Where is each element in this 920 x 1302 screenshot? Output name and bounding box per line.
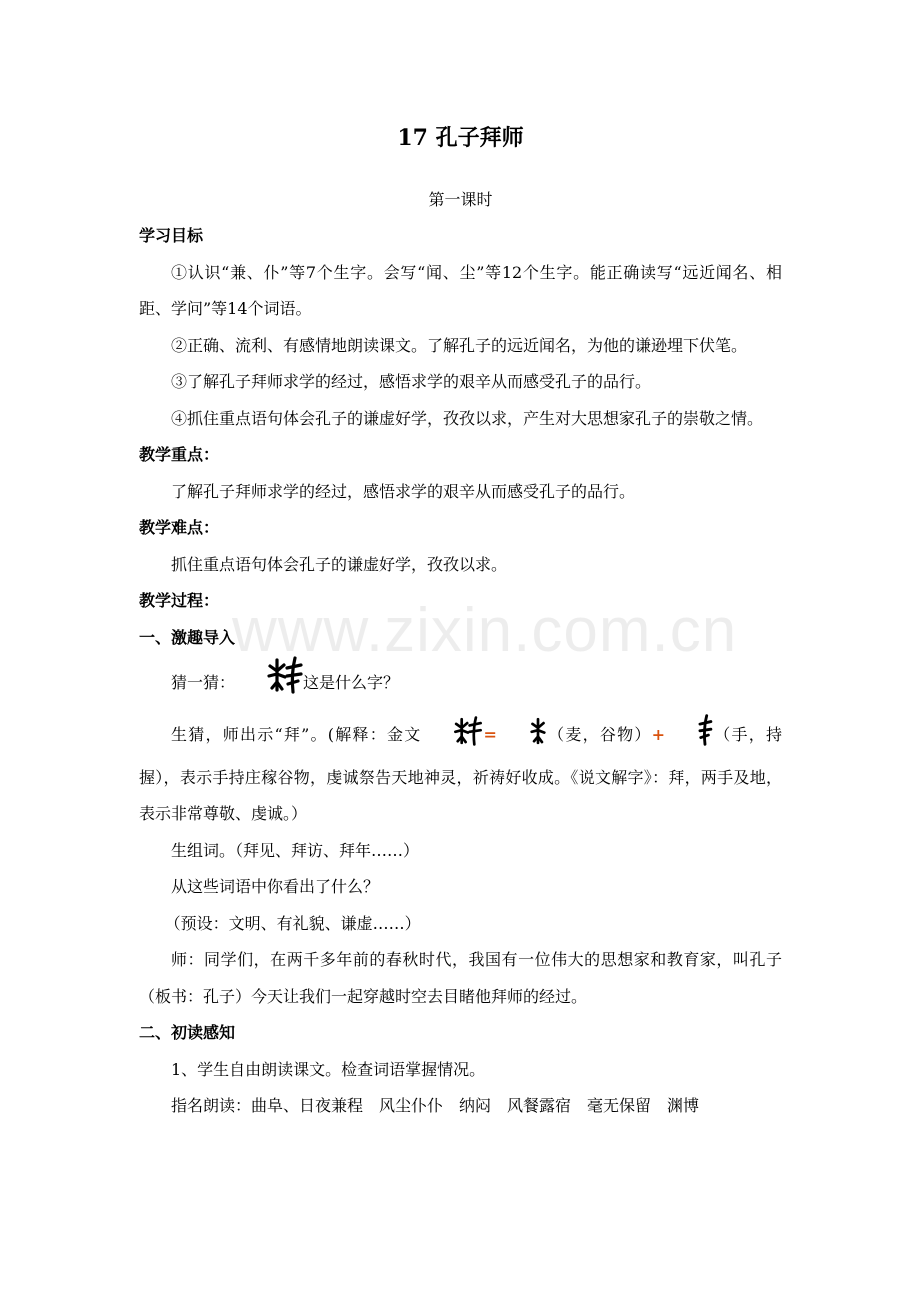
- explain-paragraph: [139, 714, 782, 833]
- part1-heading: 一、激趣导入: [139, 627, 236, 647]
- explain-text: （麦，谷物）: [546, 725, 652, 744]
- equals-sign: =: [483, 725, 497, 744]
- part2-heading: 二、初读感知: [139, 1023, 236, 1042]
- process-heading: 教学过程：: [139, 591, 220, 610]
- ancient-hand-glyph-icon: [665, 714, 713, 760]
- key-heading: 教学重点：: [139, 445, 220, 464]
- preset-line: （预设：文明、有礼貌、谦虚……）: [164, 913, 421, 933]
- goal-item: ②正确、流利、有感情地朗读课文。了解孔子的远近闻名，为他的谦逊埋下伏笔。: [171, 335, 748, 355]
- ancient-bai-glyph-icon: [421, 716, 483, 760]
- plus-sign: +: [651, 725, 665, 744]
- key-text: 了解孔子拜师求学的经过，感悟求学的艰辛从而感受孔子的品行。: [171, 481, 636, 501]
- read-line: 1、学生自由朗读课文。检查词语掌握情况。: [171, 1059, 486, 1079]
- words-line: 生组词。（拜见、拜访、拜年……）: [171, 840, 420, 860]
- difficult-heading: 教学难点：: [139, 518, 220, 537]
- document-page: [139, 118, 782, 1125]
- question-line: 从这些词语中你看出了什么？: [171, 877, 380, 896]
- explain-text: 生猜，师出示“拜”。(解释：金文: [171, 725, 422, 744]
- goals-heading: 学习目标: [139, 226, 204, 245]
- read-line: 指名朗读：曲阜、日夜兼程 风尘仆仆 纳闷 风餐露宿 毫无保留 渊博: [171, 1096, 700, 1115]
- lesson-subtitle: 第一课时: [428, 190, 493, 209]
- guess-prefix: 猜一猜：: [171, 673, 236, 692]
- watermark: www.zixin.com.cn: [232, 596, 738, 665]
- guess-line: [139, 656, 782, 714]
- goal-item: ④抓住重点语句体会孔子的谦虚好学，孜孜以求，产生对大思想家孔子的崇敬之情。: [171, 408, 764, 428]
- goal-item: ①认识“兼、仆”等7个生字。会写“闻、尘”等12个生字。能正确读写“远近闻名、相距、学问”等14个词语。: [139, 262, 782, 318]
- page-title: 17 孔子拜师: [397, 125, 524, 151]
- explain-text: （手，持握），表示手持庄稼谷物，虔诚祭告天地神灵，祈祷好收成。《说文解字》：拜，两手及地，表示非常尊敬、虔诚。）: [139, 725, 782, 823]
- teacher-line: 师：同学们，在两千多年前的春秋时代，我国有一位伟大的思想家和教育家，叫孔子（板书：孔子）今天让我们一起穿越时空去目睹他拜师的经过。: [139, 950, 782, 1006]
- ancient-wheat-glyph-icon: [497, 716, 547, 760]
- difficult-text: 抓住重点语句体会孔子的谦虚好学，孜孜以求。: [171, 554, 508, 574]
- ancient-bai-glyph-icon: [235, 656, 303, 714]
- guess-suffix: 这是什么字？: [303, 673, 400, 692]
- goal-item: ③了解孔子拜师求学的经过，感悟求学的艰辛从而感受孔子的品行。: [171, 372, 652, 391]
